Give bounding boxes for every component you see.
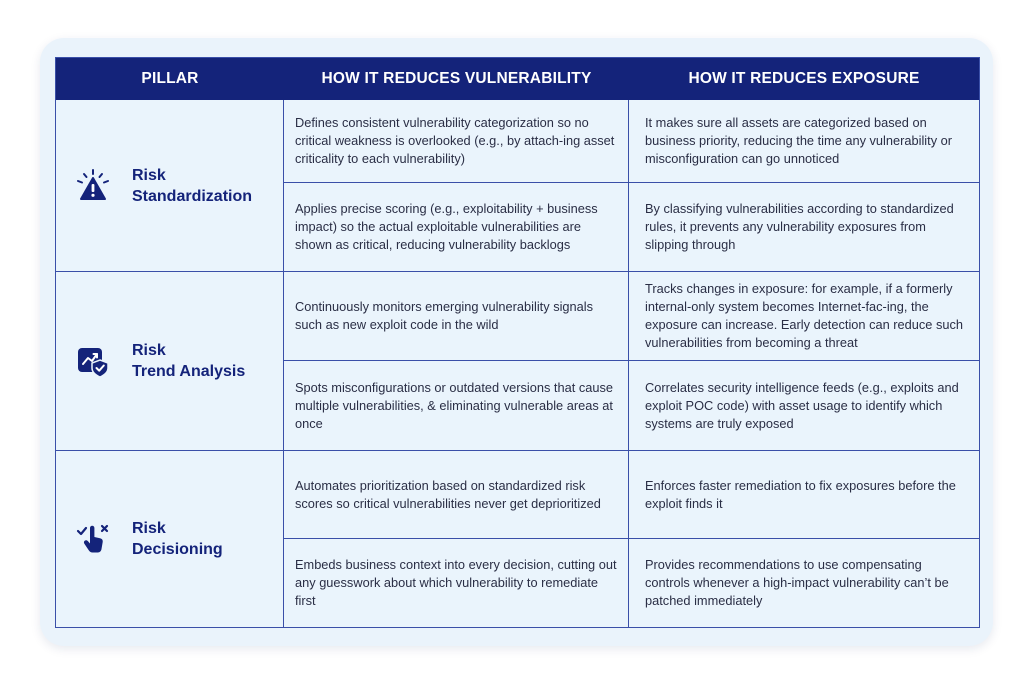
vulnerability-cell [284, 361, 629, 451]
pillar-name-line1: Risk [132, 342, 166, 359]
pillar-risk-standardization [56, 100, 284, 272]
vulnerability-cell [284, 272, 629, 361]
exposure-cell [629, 272, 979, 361]
cell-text: Applies precise scoring (e.g., exploitability + business impact) so the actual exploitable vulnerabilities are shown as critical, reducing vulnerability backlogs [295, 201, 598, 252]
cell-text: Provides recommendations to use compensating controls whenever a high-impact vulnerability can’t be patched immediately [645, 557, 949, 608]
warning-radiating-icon [76, 169, 110, 203]
cell-text: Tracks changes in exposure: for example, if a formerly internal-only system becomes Internet-fac-ing, the exposure can increase. Early detection can reduce such vulnerabilities from becoming a threat [645, 281, 963, 350]
pillar-name-line2: Standardization [132, 187, 253, 205]
pillar-name-line1: Risk [132, 166, 166, 184]
pillar-risk-trend-analysis [56, 272, 284, 451]
pillars-table [55, 57, 980, 628]
hand-pointer-check-icon [76, 522, 110, 556]
cell-text: By classifying vulnerabilities according to standardized rules, it prevents any vulnerability exposures from slipping through [645, 201, 954, 252]
cell-text: Correlates security intelligence feeds (e.g., exploits and exploit POC code) with asset usage to identify which systems are truly exposed [645, 379, 959, 431]
pillar-name-line1: Risk [132, 520, 166, 537]
pillar-risk-decisioning [56, 451, 284, 627]
header-exposure: HOW IT REDUCES EXPOSURE [688, 70, 920, 87]
trend-shield-icon [76, 344, 110, 378]
exposure-cell [629, 539, 979, 627]
header-pillar: PILLAR [141, 70, 199, 87]
cell-text: Defines consistent vulnerability categorization so no critical weakness is overlooked (e.g., by attach-ing asset criticality to each vulnerability) [295, 115, 615, 166]
vulnerability-cell [284, 451, 629, 539]
cell-text: Spots misconfigurations or outdated versions that cause multiple vulnerabilities, & eliminating vulnerable areas at once [295, 379, 613, 431]
vulnerability-cell [284, 100, 629, 183]
vulnerability-cell [284, 539, 629, 627]
cell-text: It makes sure all assets are categorized based on business priority, reducing the time any vulnerability or misconfiguration can go unnoticed [645, 115, 953, 166]
pillar-name [132, 165, 252, 207]
pillar-name [132, 340, 245, 382]
exposure-cell [629, 183, 979, 272]
exposure-cell [629, 361, 979, 451]
pillar-name [132, 518, 223, 560]
pillar-name-line2: Decisioning [132, 541, 223, 558]
cell-text: Continuously monitors emerging vulnerability signals such as new exploit code in the wild [295, 299, 594, 332]
cell-text: Embeds business context into every decision, cutting out any guesswork about which vulnerability to remediate first [295, 557, 617, 608]
header-vulnerability: HOW IT REDUCES VULNERABILITY [321, 70, 592, 87]
cell-text: Automates prioritization based on standardized risk scores so critical vulnerabilities never get deprioritized [295, 477, 601, 511]
vulnerability-cell [284, 183, 629, 272]
pillar-name-line2: Trend Analysis [132, 363, 246, 380]
exposure-cell [629, 451, 979, 539]
exposure-cell [629, 100, 979, 183]
cell-text: Enforces faster remediation to fix exposures before the exploit finds it [645, 477, 956, 511]
table-header [56, 58, 979, 100]
